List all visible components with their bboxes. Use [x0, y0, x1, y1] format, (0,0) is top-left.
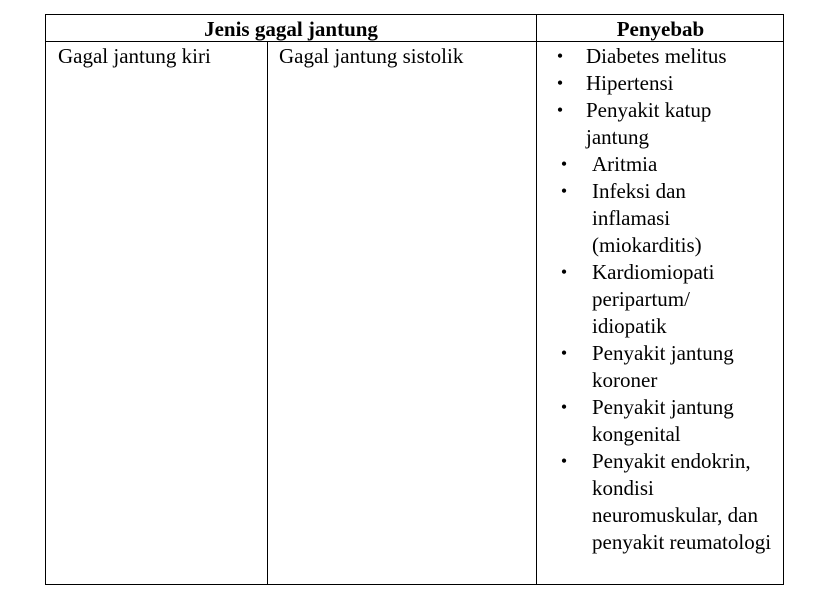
list-item-text: Penyakit endokrin, kondisi neuromuskular, dan penyakit reumatologi — [592, 449, 772, 554]
bullet-icon: • — [560, 397, 568, 417]
list-item — [536, 70, 785, 97]
list-item — [536, 448, 785, 556]
list-item-text: Aritmia — [592, 152, 658, 176]
header-penyebab: Penyebab — [616, 17, 705, 41]
list-item-text: Hipertensi — [586, 71, 674, 95]
bullet-icon: • — [560, 451, 568, 471]
header-jenis-gagal-jantung: Jenis gagal jantung — [204, 17, 378, 41]
list-item-text: Kardiomiopati peripartum/ idiopatik — [592, 260, 715, 338]
bullet-icon: • — [560, 181, 568, 201]
list-item-text: Penyakit katup jantung — [586, 98, 712, 149]
bullet-icon: • — [560, 343, 568, 363]
bullet-icon: • — [556, 100, 564, 120]
list-item-text: Diabetes melitus — [586, 44, 727, 68]
cell-gagal-jantung-kiri: Gagal jantung kiri — [58, 44, 211, 68]
list-item — [536, 43, 785, 70]
bullet-icon: • — [556, 73, 564, 93]
list-item-text: Penyakit jantung kongenital — [592, 395, 734, 446]
penyebab-list — [536, 43, 785, 556]
heart-failure-table — [45, 14, 784, 585]
list-item — [536, 97, 785, 151]
bullet-icon: • — [560, 154, 568, 174]
list-item-text: Infeksi dan inflamasi (miokarditis) — [592, 179, 702, 257]
header-divider — [46, 41, 783, 42]
list-item — [536, 340, 785, 394]
bullet-icon: • — [560, 262, 568, 282]
list-item — [536, 151, 785, 178]
list-item — [536, 178, 785, 259]
list-item — [536, 259, 785, 340]
list-item — [536, 394, 785, 448]
cell-gagal-jantung-sistolik: Gagal jantung sistolik — [279, 44, 464, 68]
list-item-text: Penyakit jantung koroner — [592, 341, 734, 392]
bullet-icon: • — [556, 46, 564, 66]
column-divider-1 — [267, 41, 268, 584]
